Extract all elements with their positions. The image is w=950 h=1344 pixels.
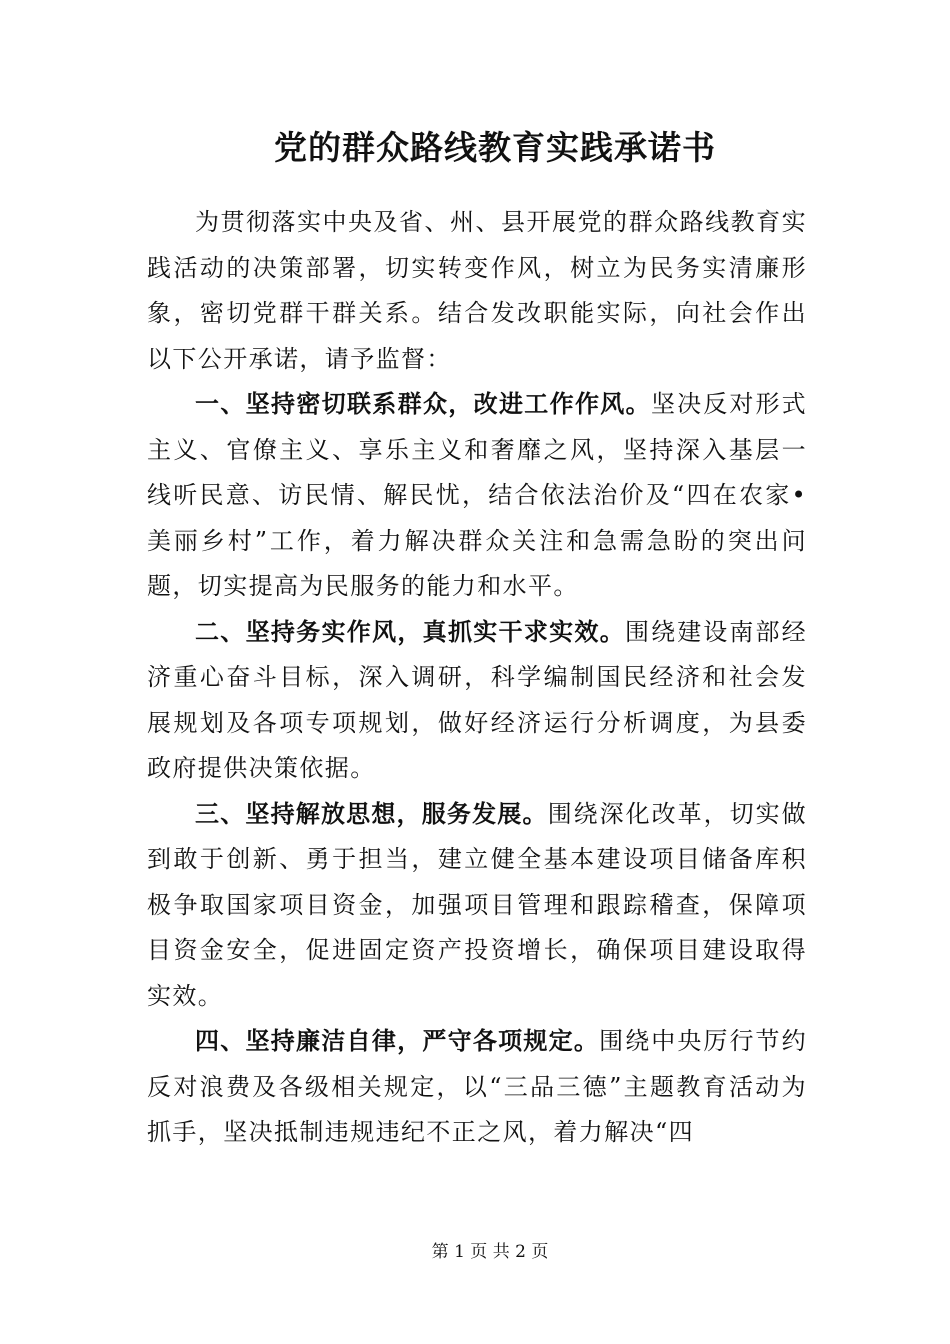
document-title: 党的群众路线教育实践承诺书	[274, 128, 716, 167]
commitment-heading-1: 一、坚持密切联系群众，改进工作作风。	[195, 390, 651, 418]
commitment-body-1: 坚决反对形式主义、官僚主义、享乐主义和奢靡之风，坚持深入基层一线听民意、访民情、解民忧，结合依法治价及“四在农家•美丽乡村”工作，着力解决群众关注和急需急盼的突出问题，切实提高为民服务的能力和水平。	[147, 390, 807, 600]
commitment-heading-2: 二、坚持务实作风，真抓实干求实效。	[195, 617, 626, 646]
document-body	[147, 200, 807, 1156]
commitment-body-4: 围绕中央厉行节约反对浪费及各级相关规定，以“三品三德”主题教育活动为抓手，坚决抵制违规违纪不正之风，着力解决“四	[147, 1027, 807, 1146]
page-footer: 第 1 页 共 2 页	[431, 1242, 549, 1262]
commitment-item-4	[147, 1019, 807, 1156]
commitment-body-2: 围绕建设南部经济重心奋斗目标，深入调研，科学编制国民经济和社会发展规划及各项专项规划，做好经济运行分析调度，为县委政府提供决策依据。	[147, 617, 807, 782]
commitment-item-1	[147, 382, 807, 610]
commitment-item-2	[147, 610, 807, 792]
intro-paragraph: 为贯彻落实中央及省、州、县开展党的群众路线教育实践活动的决策部署，切实转变作风，树立为民务实清廉形象，密切党群干群关系。结合发改职能实际，向社会作出以下公开承诺，请予监督：	[147, 208, 807, 373]
commitment-heading-4: 四、坚持廉洁自律，严守各项规定。	[195, 1027, 600, 1055]
commitment-item-3	[147, 792, 807, 1020]
commitment-heading-3: 三、坚持解放思想，服务发展。	[195, 799, 548, 828]
commitment-body-3: 围绕深化改革，切实做到敢于创新、勇于担当，建立健全基本建设项目储备库积极争取国家项目资金，加强项目管理和跟踪稽查，保障项目资金安全，促进固定资产投资增长，确保项目建设取得实效。	[147, 799, 808, 1010]
